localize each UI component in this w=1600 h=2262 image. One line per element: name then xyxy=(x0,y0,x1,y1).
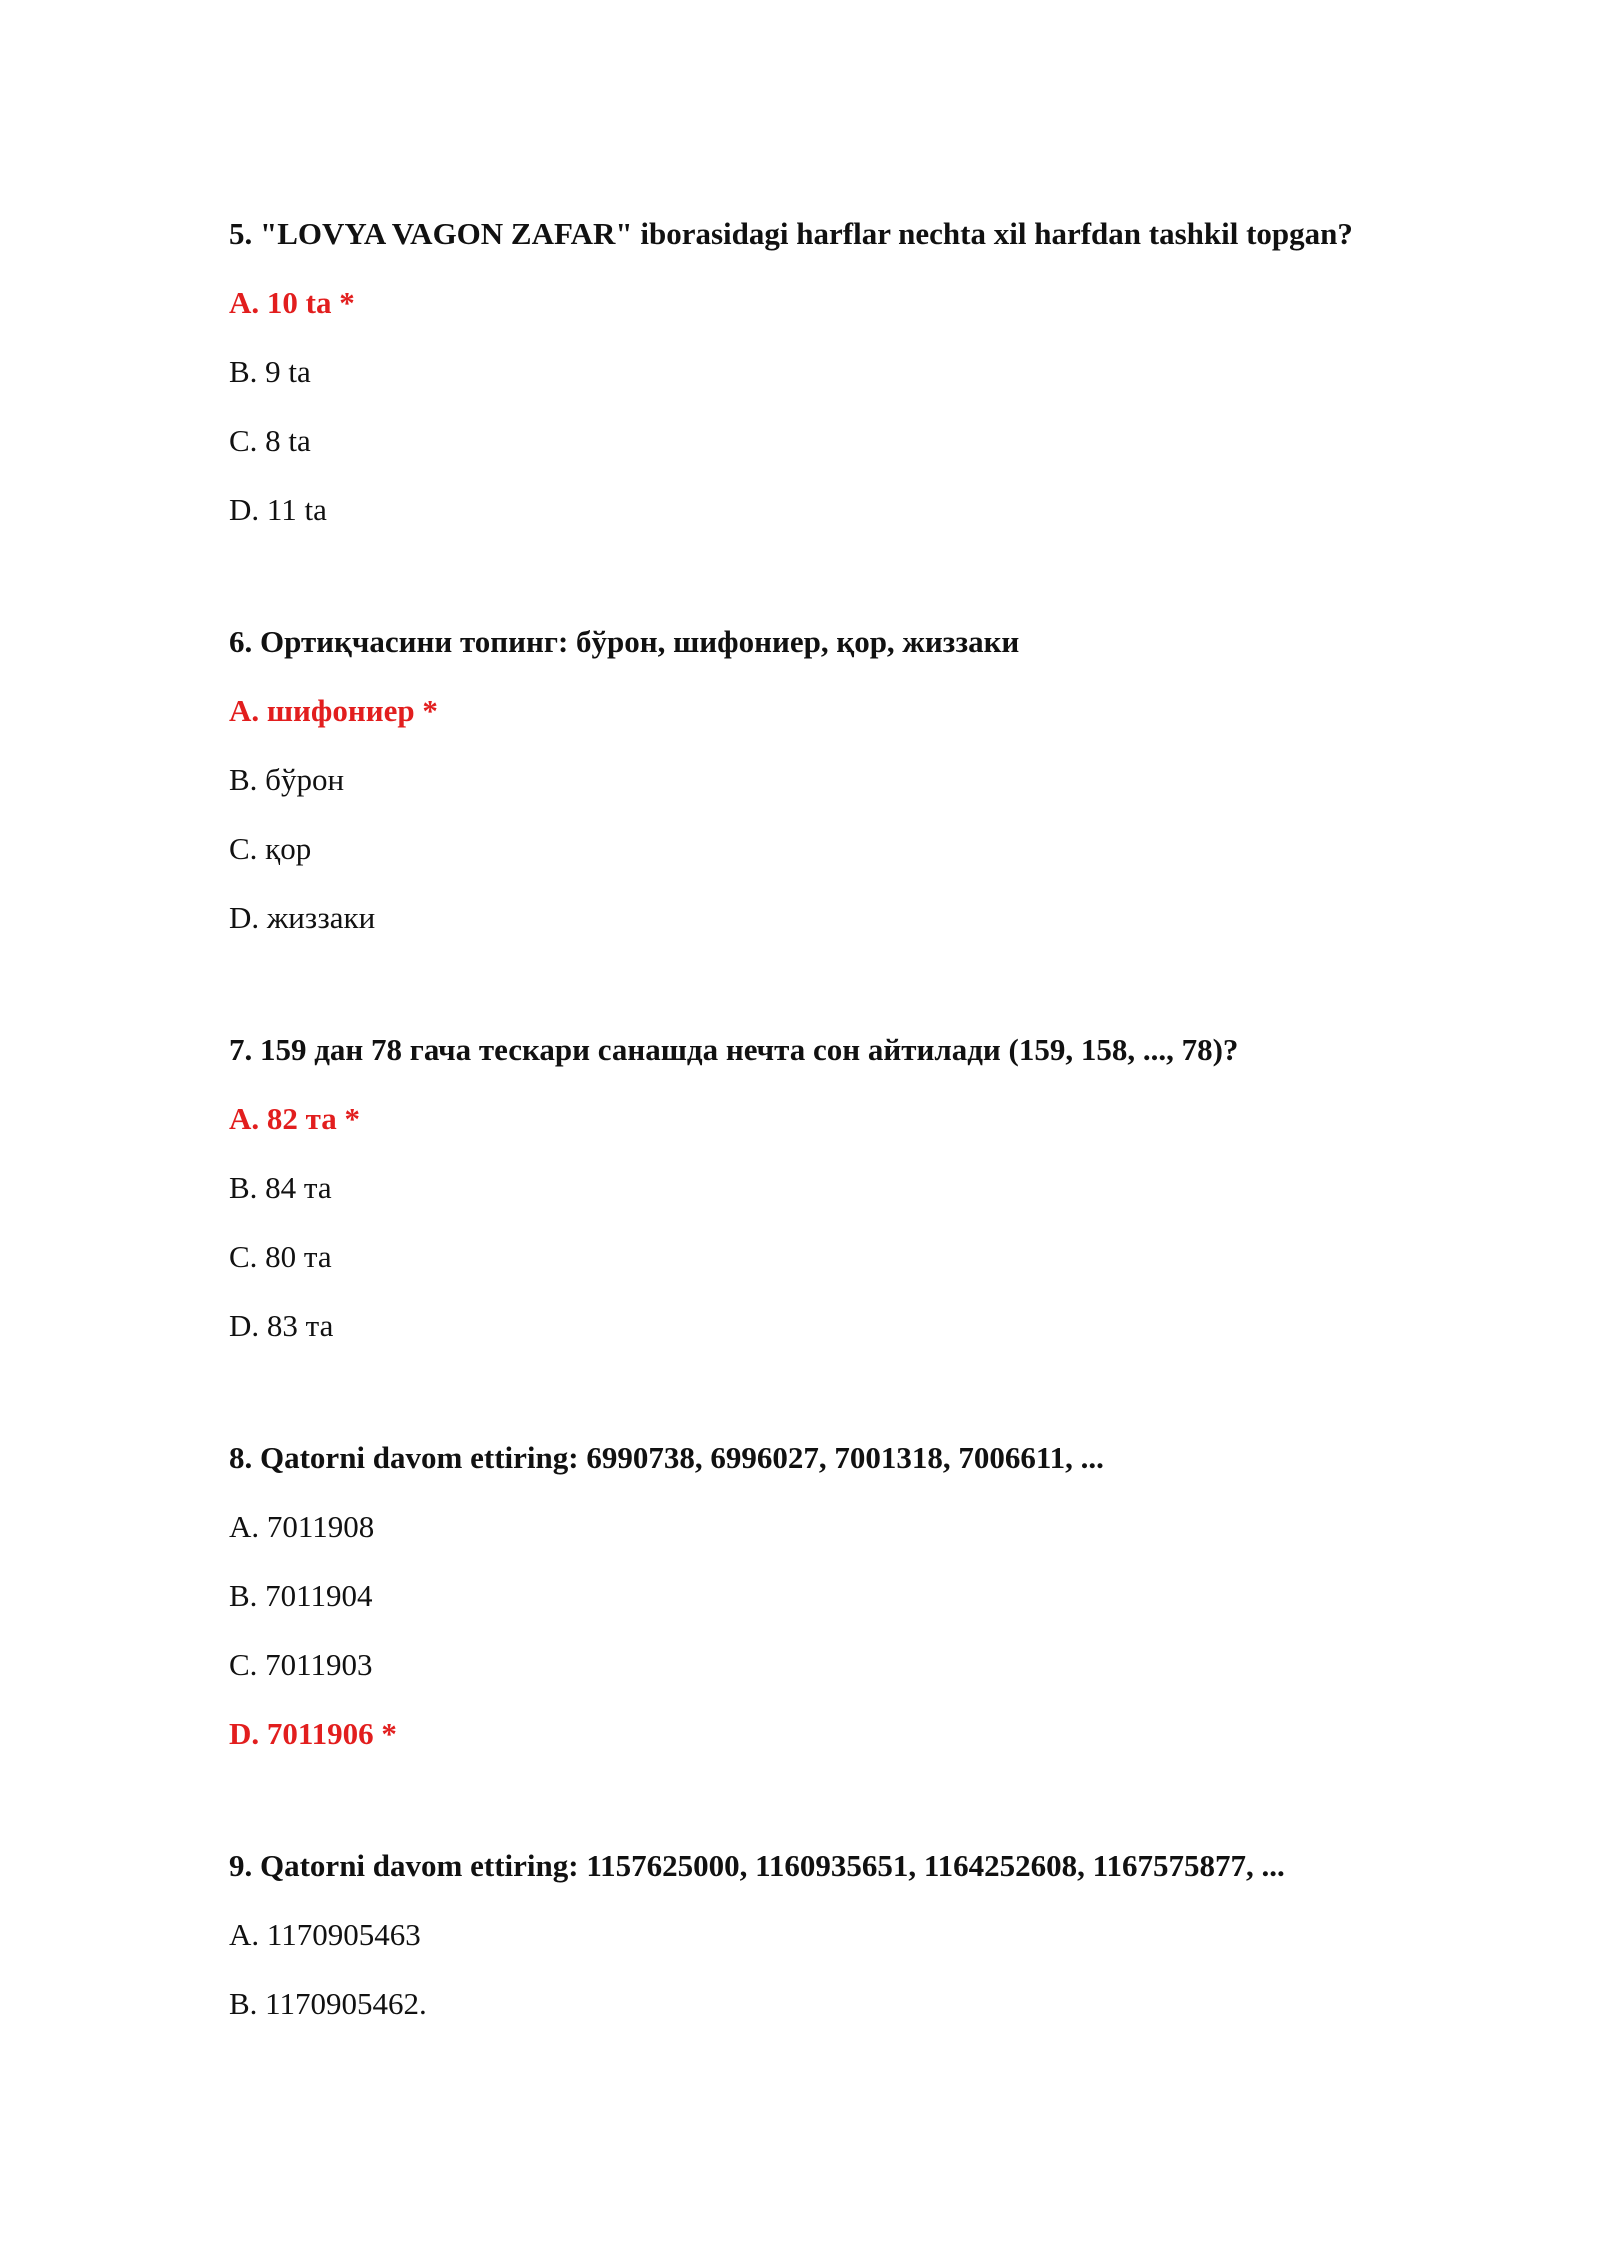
option-c: C. 80 та xyxy=(229,1239,332,1274)
block-spacer xyxy=(229,968,1489,1031)
option-b: B. 9 ta xyxy=(229,354,311,389)
option-b: B. 84 та xyxy=(229,1170,332,1205)
option-a-correct: A. 10 ta * xyxy=(229,285,355,320)
option-c: C. 8 ta xyxy=(229,423,311,458)
option-c: C. қор xyxy=(229,831,312,866)
question-text: 8. Qatorni davom ettiring: 6990738, 6996027, 7001318, 7006611, ... xyxy=(229,1440,1104,1475)
question-7 xyxy=(229,1031,1489,1345)
option-d: D. жиззаки xyxy=(229,900,376,935)
option-c: C. 7011903 xyxy=(229,1647,373,1682)
option-d-correct: D. 7011906 * xyxy=(229,1716,397,1751)
document-page xyxy=(229,215,1489,2054)
question-text: 6. Ортиқчасини топинг: бўрон, шифониер, қор, жиззаки xyxy=(229,624,1020,659)
question-8 xyxy=(229,1439,1489,1753)
question-6 xyxy=(229,623,1489,937)
option-b: B. 1170905462. xyxy=(229,1986,427,2021)
question-9 xyxy=(229,1847,1489,2023)
option-a-correct: A. 82 та * xyxy=(229,1101,360,1136)
question-text: 9. Qatorni davom ettiring: 1157625000, 1160935651, 1164252608, 1167575877, ... xyxy=(229,1848,1285,1883)
block-spacer xyxy=(229,560,1489,623)
question-text: 5. "LOVYA VAGON ZAFAR" iborasidagi harflar nechta xil harfdan tashkil topgan? xyxy=(229,216,1353,251)
block-spacer xyxy=(229,1784,1489,1847)
option-b: B. бўрон xyxy=(229,762,345,797)
question-text: 7. 159 дан 78 гача тескари санашда нечта сон айтилади (159, 158, ..., 78)? xyxy=(229,1032,1239,1067)
option-d: D. 11 ta xyxy=(229,492,327,527)
option-a: A. 1170905463 xyxy=(229,1917,421,1952)
option-a-correct: A. шифониер * xyxy=(229,693,438,728)
question-5 xyxy=(229,215,1489,529)
option-d: D. 83 та xyxy=(229,1308,334,1343)
option-b: B. 7011904 xyxy=(229,1578,373,1613)
option-a: A. 7011908 xyxy=(229,1509,375,1544)
block-spacer xyxy=(229,1376,1489,1439)
